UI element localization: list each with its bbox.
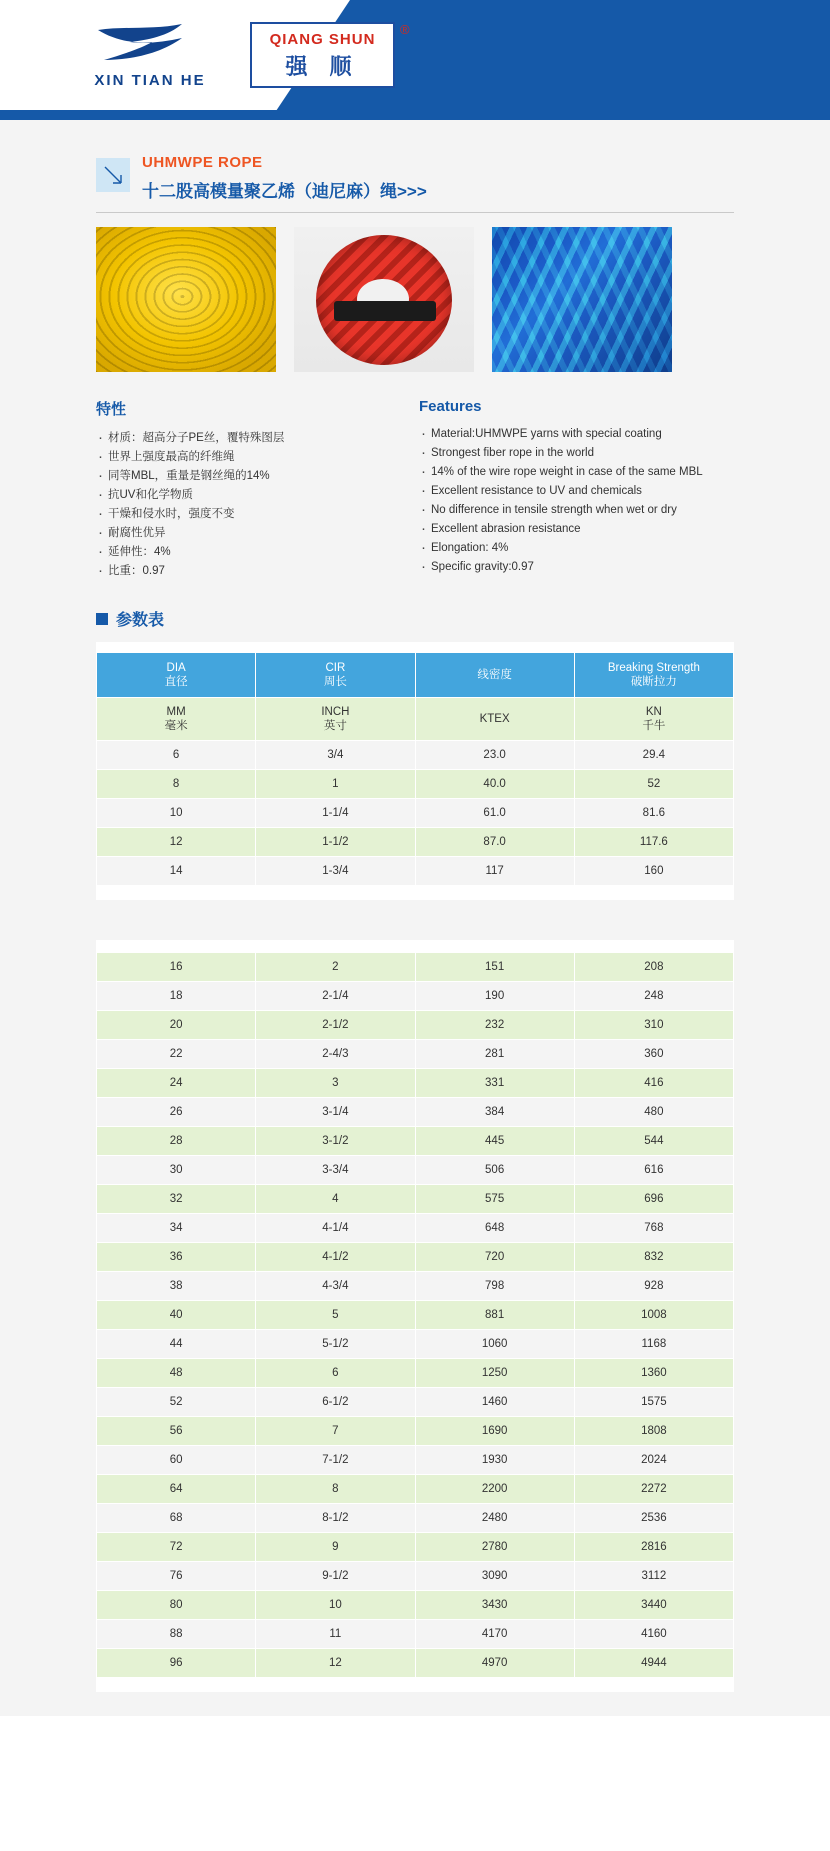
unit-cell-dia — [97, 698, 256, 741]
cell-dia: 36 — [97, 1243, 256, 1272]
table-row — [97, 1359, 734, 1388]
table-row — [97, 1098, 734, 1127]
cell-ktex: 1460 — [415, 1388, 574, 1417]
list-item: · 抗UV和化学物质 — [96, 486, 411, 505]
cell-cir: 4-1/4 — [256, 1214, 415, 1243]
cell-kn: 416 — [574, 1069, 733, 1098]
spec-table-1 — [96, 652, 734, 886]
square-bullet-icon — [96, 613, 108, 625]
cell-ktex: 445 — [415, 1127, 574, 1156]
cell-ktex: 3090 — [415, 1562, 574, 1591]
cell-dia: 14 — [97, 857, 256, 886]
company-name-en: XIN TIAN HE — [94, 72, 206, 89]
registered-trademark-icon: ® — [400, 22, 410, 37]
cell-kn: 360 — [574, 1040, 733, 1069]
table-row — [97, 1301, 734, 1330]
product-title-cn: 十二股高模量聚乙烯（迪尼麻）绳>>> — [142, 182, 427, 201]
unit-cell-breaking-strength — [574, 698, 733, 741]
features-english-column — [411, 398, 734, 581]
cell-dia: 60 — [97, 1446, 256, 1475]
cell-dia: 72 — [97, 1533, 256, 1562]
list-item: · Elongation: 4% — [419, 539, 734, 558]
table-row — [97, 857, 734, 886]
list-item: · Specific gravity:0.97 — [419, 558, 734, 577]
cell-dia: 80 — [97, 1591, 256, 1620]
col-header-dia — [97, 653, 256, 698]
product-title-texts — [142, 154, 427, 202]
cell-dia: 18 — [97, 982, 256, 1011]
cell-cir: 3/4 — [256, 741, 415, 770]
cell-cir: 9 — [256, 1533, 415, 1562]
red-rope-coil-photo — [294, 227, 474, 372]
cell-ktex: 2780 — [415, 1533, 574, 1562]
cell-ktex: 281 — [415, 1040, 574, 1069]
cell-ktex: 151 — [415, 953, 574, 982]
cell-kn: 208 — [574, 953, 733, 982]
yellow-rope-coil-photo — [96, 227, 276, 372]
col-header-breaking-strength-en: Breaking Strength — [607, 662, 700, 674]
features-list-en — [419, 425, 734, 577]
list-item: · Material:UHMWPE yarns with special coating — [419, 425, 734, 444]
unit-breaking-strength-en: KN — [645, 706, 662, 718]
red-rope-black-band — [334, 301, 436, 321]
cell-kn: 4944 — [574, 1649, 733, 1678]
cell-kn: 544 — [574, 1127, 733, 1156]
list-item: · 材质：超高分子PE丝，覆特殊图层 — [96, 429, 411, 448]
cell-cir: 9-1/2 — [256, 1562, 415, 1591]
table-row — [97, 1243, 734, 1272]
cell-ktex: 798 — [415, 1272, 574, 1301]
cell-ktex: 87.0 — [415, 828, 574, 857]
cell-ktex: 117 — [415, 857, 574, 886]
cell-cir: 7 — [256, 1417, 415, 1446]
cell-kn: 310 — [574, 1011, 733, 1040]
cell-kn: 248 — [574, 982, 733, 1011]
list-item: · Excellent abrasion resistance — [419, 520, 734, 539]
cell-kn: 832 — [574, 1243, 733, 1272]
cell-ktex: 23.0 — [415, 741, 574, 770]
spec-table-1-body — [97, 698, 734, 886]
table-row — [97, 1156, 734, 1185]
table-row — [97, 1185, 734, 1214]
cell-cir: 6 — [256, 1359, 415, 1388]
blue-rope-braid-photo — [492, 227, 672, 372]
product-photo-gallery — [96, 227, 734, 372]
table-header-row — [97, 653, 734, 698]
cell-kn: 81.6 — [574, 799, 733, 828]
table-row — [97, 1040, 734, 1069]
cell-ktex: 190 — [415, 982, 574, 1011]
spec-table-2 — [96, 952, 734, 1678]
cell-ktex: 575 — [415, 1185, 574, 1214]
cell-dia: 34 — [97, 1214, 256, 1243]
table-row — [97, 1214, 734, 1243]
cell-kn: 1808 — [574, 1417, 733, 1446]
cell-kn: 480 — [574, 1098, 733, 1127]
cell-cir: 7-1/2 — [256, 1446, 415, 1475]
cell-cir: 3 — [256, 1069, 415, 1098]
cell-dia: 30 — [97, 1156, 256, 1185]
cell-dia: 16 — [97, 953, 256, 982]
table-row — [97, 1388, 734, 1417]
cell-ktex: 1060 — [415, 1330, 574, 1359]
spec-table-1-head — [97, 653, 734, 698]
cell-cir: 8-1/2 — [256, 1504, 415, 1533]
cell-kn: 117.6 — [574, 828, 733, 857]
features-chinese-column — [96, 398, 411, 581]
table-row — [97, 1417, 734, 1446]
cell-dia: 28 — [97, 1127, 256, 1156]
cell-dia: 32 — [97, 1185, 256, 1214]
cell-dia: 22 — [97, 1040, 256, 1069]
unit-dia-cn: 毫米 — [164, 720, 188, 732]
cell-cir: 1-1/4 — [256, 799, 415, 828]
brand-name-cn: 强 顺 — [285, 54, 360, 79]
cell-cir: 4-1/2 — [256, 1243, 415, 1272]
cell-ktex: 2200 — [415, 1475, 574, 1504]
cell-kn: 3112 — [574, 1562, 733, 1591]
list-item: · No difference in tensile strength when wet or dry — [419, 501, 734, 520]
cell-dia: 12 — [97, 828, 256, 857]
table-row — [97, 1649, 734, 1678]
product-title-en: UHMWPE ROPE — [142, 154, 263, 171]
table-row — [97, 1127, 734, 1156]
table-row — [97, 982, 734, 1011]
spec-table-1-wrapper — [96, 642, 734, 900]
unit-cell-cir — [256, 698, 415, 741]
cell-dia: 6 — [97, 741, 256, 770]
cell-kn: 696 — [574, 1185, 733, 1214]
cell-kn: 1168 — [574, 1330, 733, 1359]
table-row — [97, 1446, 734, 1475]
product-title-row — [96, 154, 734, 202]
features-heading-en: Features — [419, 398, 482, 415]
cell-kn: 3440 — [574, 1591, 733, 1620]
table-row — [97, 1620, 734, 1649]
table-row — [97, 953, 734, 982]
cell-ktex: 1690 — [415, 1417, 574, 1446]
list-item: · Excellent resistance to UV and chemicals — [419, 482, 734, 501]
features-section — [96, 398, 734, 581]
cell-ktex: 4170 — [415, 1620, 574, 1649]
unit-cir-cn: 英寸 — [323, 720, 347, 732]
table-row — [97, 1330, 734, 1359]
cell-cir: 2-1/2 — [256, 1011, 415, 1040]
brand-box — [250, 22, 395, 88]
cell-kn: 160 — [574, 857, 733, 886]
table-row — [97, 1562, 734, 1591]
cell-cir: 6-1/2 — [256, 1388, 415, 1417]
col-header-breaking-strength — [574, 653, 733, 698]
cell-kn: 2272 — [574, 1475, 733, 1504]
params-heading: 参数表 — [116, 612, 165, 629]
cell-ktex: 3430 — [415, 1591, 574, 1620]
cell-dia: 64 — [97, 1475, 256, 1504]
col-header-cir-cn: 周长 — [323, 676, 347, 688]
cell-cir: 1-3/4 — [256, 857, 415, 886]
features-list-cn — [96, 429, 411, 581]
cell-dia: 40 — [97, 1301, 256, 1330]
cell-ktex: 61.0 — [415, 799, 574, 828]
cell-kn: 1360 — [574, 1359, 733, 1388]
list-item: · 同等MBL，重量是钢丝绳的14% — [96, 467, 411, 486]
cell-cir: 4-3/4 — [256, 1272, 415, 1301]
cell-ktex: 40.0 — [415, 770, 574, 799]
spec-table-2-body — [97, 953, 734, 1678]
list-item: · 比重：0.97 — [96, 562, 411, 581]
cell-cir: 5-1/2 — [256, 1330, 415, 1359]
cell-dia: 38 — [97, 1272, 256, 1301]
cell-ktex: 232 — [415, 1011, 574, 1040]
table-units-row — [97, 698, 734, 741]
unit-cell-linear-density — [415, 698, 574, 741]
cell-ktex: 506 — [415, 1156, 574, 1185]
cell-kn: 1008 — [574, 1301, 733, 1330]
spec-table-2-wrapper — [96, 940, 734, 1692]
table-row — [97, 770, 734, 799]
cell-cir: 8 — [256, 1475, 415, 1504]
cell-ktex: 2480 — [415, 1504, 574, 1533]
cell-kn: 2024 — [574, 1446, 733, 1475]
cell-cir: 5 — [256, 1301, 415, 1330]
col-header-breaking-strength-cn: 破断拉力 — [630, 676, 677, 688]
table-row — [97, 1475, 734, 1504]
cell-cir: 3-1/2 — [256, 1127, 415, 1156]
col-header-cir-en: CIR — [325, 662, 346, 674]
table-row — [97, 1533, 734, 1562]
cell-kn: 2536 — [574, 1504, 733, 1533]
cell-cir: 2-1/4 — [256, 982, 415, 1011]
table-row — [97, 1069, 734, 1098]
cell-dia: 88 — [97, 1620, 256, 1649]
unit-linear-density-en: KTEX — [479, 713, 510, 725]
table-row — [97, 828, 734, 857]
cell-ktex: 331 — [415, 1069, 574, 1098]
table-row — [97, 1591, 734, 1620]
cell-dia: 48 — [97, 1359, 256, 1388]
cell-cir: 2-4/3 — [256, 1040, 415, 1069]
table-row — [97, 741, 734, 770]
cell-cir: 11 — [256, 1620, 415, 1649]
cell-dia: 8 — [97, 770, 256, 799]
params-heading-row — [96, 607, 734, 630]
cell-cir: 1 — [256, 770, 415, 799]
cell-ktex: 4970 — [415, 1649, 574, 1678]
yellow-rope-texture — [96, 227, 276, 372]
header-bottom-bar — [0, 110, 830, 120]
cell-cir: 2 — [256, 953, 415, 982]
cell-ktex: 720 — [415, 1243, 574, 1272]
cell-dia: 10 — [97, 799, 256, 828]
cell-kn: 29.4 — [574, 741, 733, 770]
cell-kn: 928 — [574, 1272, 733, 1301]
table-row — [97, 1011, 734, 1040]
unit-breaking-strength-cn: 千牛 — [642, 720, 666, 732]
title-divider — [96, 212, 734, 213]
table-row — [97, 1272, 734, 1301]
features-heading-cn: 特性 — [96, 401, 127, 418]
cell-dia: 20 — [97, 1011, 256, 1040]
cell-dia: 44 — [97, 1330, 256, 1359]
cell-ktex: 1250 — [415, 1359, 574, 1388]
cell-ktex: 648 — [415, 1214, 574, 1243]
cell-cir: 3-3/4 — [256, 1156, 415, 1185]
list-item: · 干燥和侵水时，强度不变 — [96, 505, 411, 524]
cell-kn: 4160 — [574, 1620, 733, 1649]
cell-dia: 76 — [97, 1562, 256, 1591]
cell-kn: 1575 — [574, 1388, 733, 1417]
cell-cir: 10 — [256, 1591, 415, 1620]
cell-ktex: 384 — [415, 1098, 574, 1127]
cell-kn: 616 — [574, 1156, 733, 1185]
cell-dia: 68 — [97, 1504, 256, 1533]
col-header-dia-cn: 直径 — [164, 676, 188, 688]
list-item: · 延伸性：4% — [96, 543, 411, 562]
cell-cir: 4 — [256, 1185, 415, 1214]
cell-cir: 12 — [256, 1649, 415, 1678]
cell-kn: 768 — [574, 1214, 733, 1243]
cell-dia: 26 — [97, 1098, 256, 1127]
unit-dia-en: MM — [166, 706, 186, 718]
blue-rope-texture — [492, 227, 672, 372]
cell-cir: 1-1/2 — [256, 828, 415, 857]
list-item: · Strongest fiber rope in the world — [419, 444, 734, 463]
page-header — [0, 0, 830, 120]
cell-dia: 56 — [97, 1417, 256, 1446]
list-item: · 耐腐性优异 — [96, 524, 411, 543]
cell-dia: 96 — [97, 1649, 256, 1678]
col-header-dia-en: DIA — [166, 662, 186, 674]
bird-logo-icon — [90, 20, 210, 68]
cell-ktex: 1930 — [415, 1446, 574, 1475]
col-header-linear-density — [415, 653, 574, 698]
company-logo — [60, 20, 240, 89]
list-item: · 14% of the wire rope weight in case of the same MBL — [419, 463, 734, 482]
table-row — [97, 1504, 734, 1533]
col-header-cir — [256, 653, 415, 698]
cell-dia: 24 — [97, 1069, 256, 1098]
brand-name-en: QIANG SHUN — [269, 31, 376, 48]
page-content — [0, 154, 830, 1692]
cell-ktex: 881 — [415, 1301, 574, 1330]
table-row — [97, 799, 734, 828]
unit-cir-en: INCH — [321, 706, 350, 718]
cell-kn: 52 — [574, 770, 733, 799]
cell-dia: 52 — [97, 1388, 256, 1417]
cell-kn: 2816 — [574, 1533, 733, 1562]
cell-cir: 3-1/4 — [256, 1098, 415, 1127]
col-header-linear-density-cn: 线密度 — [477, 669, 512, 681]
list-item: · 世界上强度最高的纤维绳 — [96, 448, 411, 467]
arrow-icon — [96, 158, 130, 192]
